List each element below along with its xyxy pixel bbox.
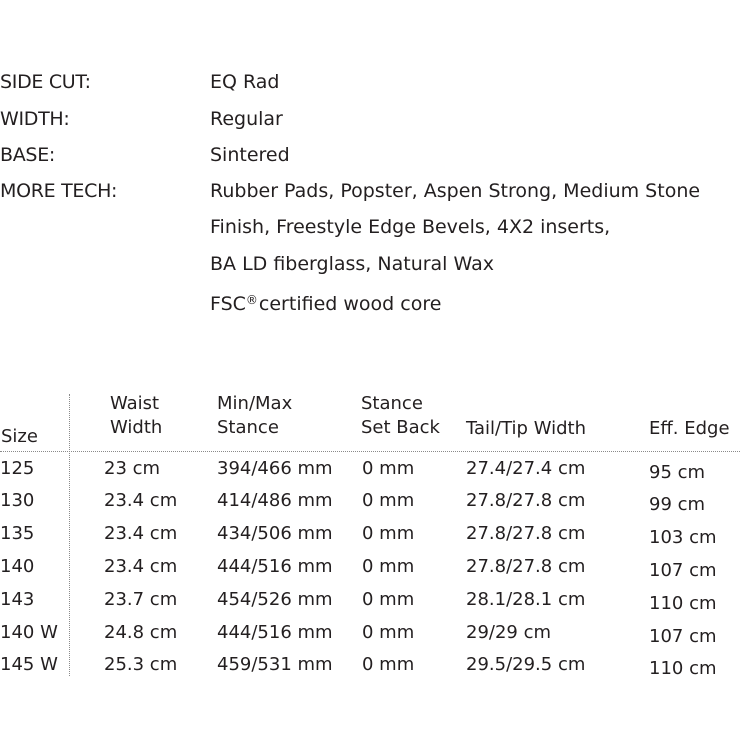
cell-tail-tip-width: 27.8/27.8 cm bbox=[466, 556, 586, 577]
cell-setback: 0 mm bbox=[362, 458, 415, 479]
spec-value: Regular bbox=[210, 108, 283, 130]
cell-size: 125 bbox=[0, 458, 35, 479]
cell-tail-tip-width: 29/29 cm bbox=[466, 622, 552, 643]
cell-waist-width: 23.4 cm bbox=[104, 523, 178, 544]
cell-waist-width: 25.3 cm bbox=[104, 654, 178, 675]
spec-value: Sintered bbox=[210, 144, 290, 166]
header-waist-line2: Width bbox=[110, 417, 163, 438]
cell-size: 130 bbox=[0, 490, 35, 511]
cell-stance: 414/486 mm bbox=[217, 490, 333, 511]
cell-eff-edge: 110 cm bbox=[649, 658, 717, 679]
cell-size: 140 W bbox=[0, 622, 58, 643]
certified-wood-core-text: certified wood core bbox=[258, 293, 442, 315]
cell-waist-width: 23.4 cm bbox=[104, 490, 178, 511]
header-setback-line2: Set Back bbox=[361, 417, 440, 438]
more-tech-line-2: Finish, Freestyle Edge Bevels, 4X2 inserts, bbox=[210, 216, 611, 238]
spec-label: BASE: bbox=[0, 144, 55, 166]
cell-stance: 394/466 mm bbox=[217, 458, 333, 479]
cell-setback: 0 mm bbox=[362, 589, 415, 610]
fsc-label: FSC bbox=[210, 293, 246, 315]
cell-size: 135 bbox=[0, 523, 35, 544]
cell-waist-width: 23.7 cm bbox=[104, 589, 178, 610]
registered-mark: ® bbox=[245, 293, 258, 307]
spec-label: MORE TECH: bbox=[0, 180, 118, 202]
more-tech-line-3: BA LD fiberglass, Natural Wax bbox=[210, 253, 494, 275]
spec-label: WIDTH: bbox=[0, 108, 70, 130]
header-stance-line2: Stance bbox=[217, 417, 279, 438]
header-stance-line1: Min/Max bbox=[217, 393, 293, 414]
cell-waist-width: 24.8 cm bbox=[104, 622, 178, 643]
header-waist-line1: Waist bbox=[110, 393, 160, 414]
cell-eff-edge: 107 cm bbox=[649, 626, 717, 647]
spec-label: SIDE CUT: bbox=[0, 71, 91, 93]
header-tail-tip-width: Tail/Tip Width bbox=[466, 418, 586, 439]
cell-eff-edge: 103 cm bbox=[649, 527, 717, 548]
cell-setback: 0 mm bbox=[362, 622, 415, 643]
cell-eff-edge: 95 cm bbox=[649, 462, 706, 483]
cell-eff-edge: 107 cm bbox=[649, 560, 717, 581]
cell-size: 145 W bbox=[0, 654, 58, 675]
cell-setback: 0 mm bbox=[362, 523, 415, 544]
header-eff-edge: Eff. Edge bbox=[649, 418, 730, 439]
cell-tail-tip-width: 27.4/27.4 cm bbox=[466, 458, 586, 479]
cell-tail-tip-width: 28.1/28.1 cm bbox=[466, 589, 586, 610]
cell-tail-tip-width: 29.5/29.5 cm bbox=[466, 654, 586, 675]
more-tech-line-4 bbox=[210, 289, 441, 315]
cell-stance: 434/506 mm bbox=[217, 523, 333, 544]
table-column-divider bbox=[69, 394, 70, 676]
cell-stance: 444/516 mm bbox=[217, 556, 333, 577]
cell-eff-edge: 110 cm bbox=[649, 593, 717, 614]
cell-tail-tip-width: 27.8/27.8 cm bbox=[466, 523, 586, 544]
cell-waist-width: 23.4 cm bbox=[104, 556, 178, 577]
cell-tail-tip-width: 27.8/27.8 cm bbox=[466, 490, 586, 511]
cell-setback: 0 mm bbox=[362, 556, 415, 577]
cell-size: 143 bbox=[0, 589, 35, 610]
table-header-divider bbox=[0, 451, 740, 452]
spec-value: Rubber Pads, Popster, Aspen Strong, Medium Stone bbox=[210, 180, 701, 202]
header-setback-line1: Stance bbox=[361, 393, 423, 414]
spec-value: EQ Rad bbox=[210, 71, 280, 93]
cell-stance: 454/526 mm bbox=[217, 589, 333, 610]
cell-setback: 0 mm bbox=[362, 490, 415, 511]
cell-eff-edge: 99 cm bbox=[649, 494, 706, 515]
cell-setback: 0 mm bbox=[362, 654, 415, 675]
cell-stance: 459/531 mm bbox=[217, 654, 333, 675]
cell-waist-width: 23 cm bbox=[104, 458, 161, 479]
cell-stance: 444/516 mm bbox=[217, 622, 333, 643]
header-size: Size bbox=[1, 426, 38, 447]
cell-size: 140 bbox=[0, 556, 35, 577]
